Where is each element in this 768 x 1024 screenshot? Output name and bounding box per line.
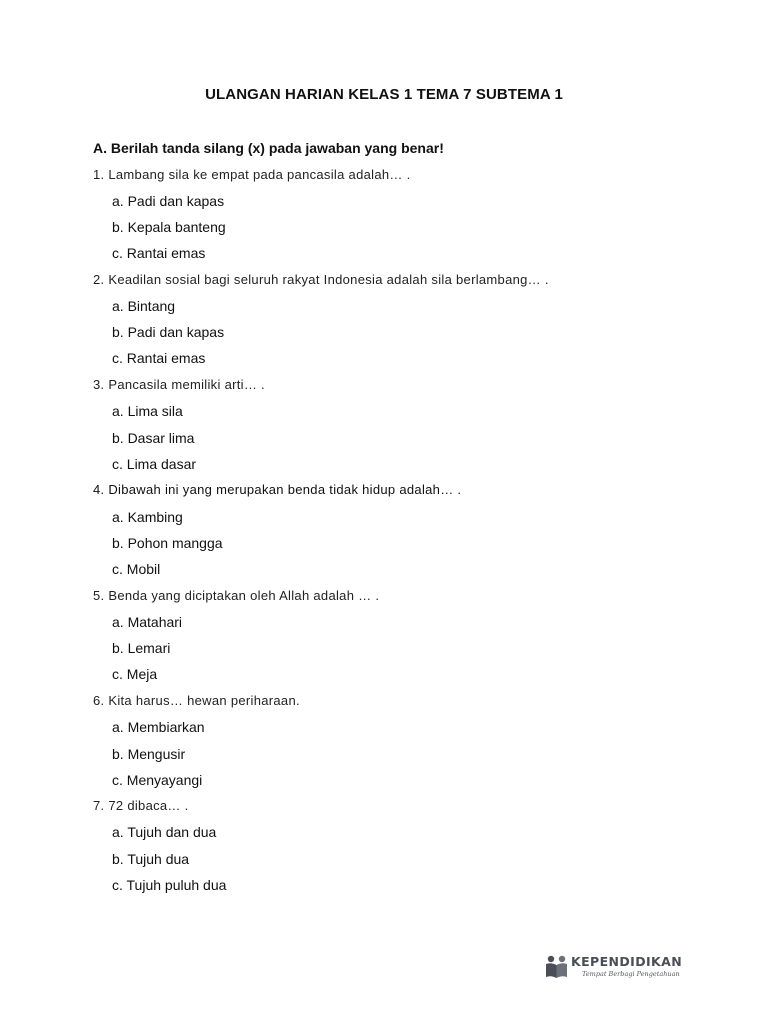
question-7-option-b: b. Tujuh dua [112,851,190,867]
watermark-tagline: Tempat Berbagi Pengetahuan [582,970,680,978]
question-2: 2. Keadilan sosial bagi seluruh rakyat Indonesia adalah sila berlambang… . [93,272,549,287]
question-3-option-b: b. Dasar lima [112,430,195,446]
question-6-option-b: b. Mengusir [112,746,186,762]
question-5-option-b: b. Lemari [112,640,171,656]
section-instruction: A. Berilah tanda silang (x) pada jawaban yang benar! [93,140,444,156]
question-1-option-c: c. Rantai emas [112,245,206,261]
question-5-option-c: c. Meja [112,666,158,682]
question-5: 5. Benda yang diciptakan oleh Allah adalah … . [93,588,380,603]
question-1-option-b: b. Kepala banteng [112,219,226,235]
question-7-option-c: c. Tujuh puluh dua [112,877,227,893]
question-6-option-a: a. Membiarkan [112,719,205,735]
people-book-logo-icon [544,954,570,980]
kependidikan-watermark [544,952,684,988]
question-4-option-c: c. Mobil [112,561,161,577]
question-3-option-a: a. Lima sila [112,403,183,419]
question-2-option-c: c. Rantai emas [112,350,206,366]
question-7: 7. 72 dibaca… . [93,798,189,813]
question-1-option-a: a. Padi dan kapas [112,193,225,209]
question-6-option-c: c. Menyayangi [112,772,203,788]
question-1: 1. Lambang sila ke empat pada pancasila adalah… . [93,167,411,182]
question-2-option-b: b. Padi dan kapas [112,324,225,340]
question-3-option-c: c. Lima dasar [112,456,197,472]
question-3: 3. Pancasila memiliki arti… . [93,377,265,392]
question-4-option-b: b. Pohon mangga [112,535,223,551]
question-6: 6. Kita harus… hewan periharaan. [93,693,300,708]
page-title: ULANGAN HARIAN KELAS 1 TEMA 7 SUBTEMA 1 [205,86,563,103]
question-5-option-a: a. Matahari [112,614,183,630]
question-2-option-a: a. Bintang [112,298,176,314]
question-4: 4. Dibawah ini yang merupakan benda tidak hidup adalah… . [93,482,462,497]
watermark-name: KEPENDIDIKAN [571,954,683,969]
question-7-option-a: a. Tujuh dan dua [112,824,217,840]
question-4-option-a: a. Kambing [112,509,183,525]
